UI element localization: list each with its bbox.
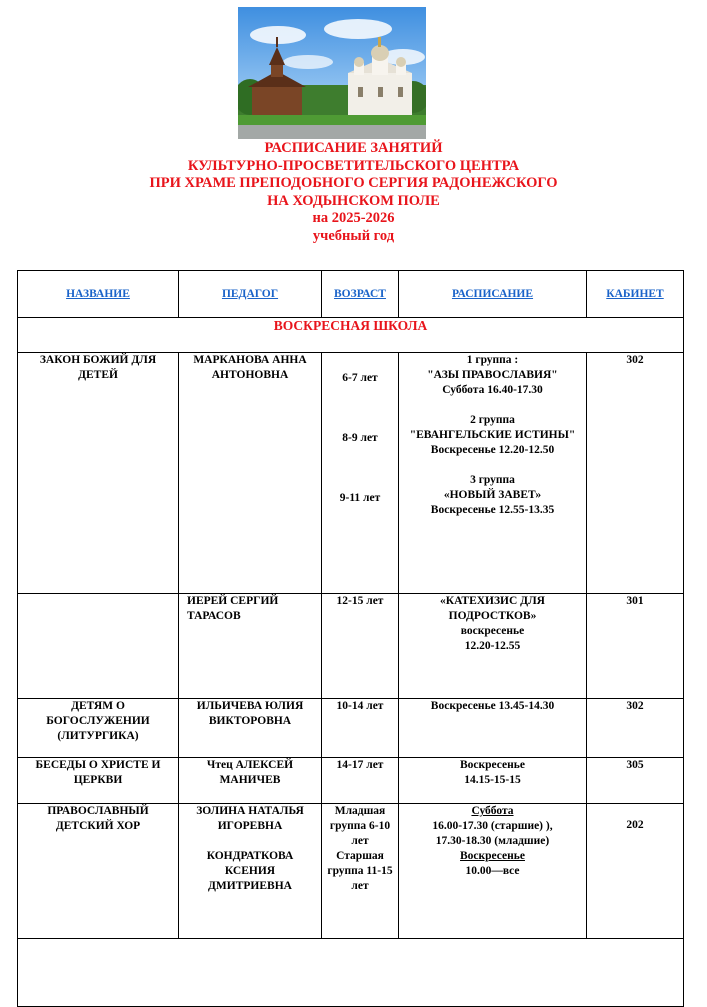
schedule-time: 16.00-17.30 (старшие) ), bbox=[432, 820, 553, 832]
table-row-empty bbox=[18, 939, 684, 1007]
column-header-name[interactable]: НАЗВАНИЕ bbox=[18, 271, 179, 318]
schedule-day: воскресенье bbox=[460, 625, 525, 637]
column-header-room[interactable]: КАБИНЕТ bbox=[587, 271, 684, 318]
age-cell bbox=[322, 804, 399, 939]
room-number: 302 bbox=[587, 353, 684, 594]
schedule-heading bbox=[0, 140, 707, 245]
schedule-cell bbox=[399, 353, 587, 594]
age-value: 6-7 лет bbox=[342, 372, 378, 384]
teacher-name: ИЛЬИЧЕВА ЮЛИЯ ВИКТОРОВНА bbox=[179, 699, 322, 758]
course-name: ЗАКОН БОЖИЙ ДЛЯ ДЕТЕЙ bbox=[18, 353, 179, 594]
age-value: 14-17 лет bbox=[322, 758, 399, 804]
column-header-schedule[interactable]: РАСПИСАНИЕ bbox=[399, 271, 587, 318]
table-row bbox=[18, 758, 684, 804]
heading-line: на 2025-2026 bbox=[312, 210, 395, 226]
empty-cell bbox=[18, 939, 684, 1007]
schedule-time: 10.00—все bbox=[465, 865, 520, 877]
schedule-title: «КАТЕХИЗИС ДЛЯ ПОДРОСТКОВ» bbox=[440, 595, 545, 622]
course-name: БЕСЕДЫ О ХРИСТЕ И ЦЕРКВИ bbox=[18, 758, 179, 804]
heading-line: РАСПИСАНИЕ ЗАНЯТИЙ bbox=[264, 140, 443, 156]
schedule-cell bbox=[399, 758, 587, 804]
heading-line: учебный год bbox=[312, 227, 395, 244]
section-title: ВОСКРЕСНАЯ ШКОЛА bbox=[18, 318, 684, 353]
room-number: 301 bbox=[587, 594, 684, 699]
church-photo bbox=[238, 7, 426, 139]
teacher-name: МАРКАНОВА АННА АНТОНОВНА bbox=[179, 353, 322, 594]
room-number: 305 bbox=[587, 758, 684, 804]
table-row bbox=[18, 594, 684, 699]
group-title: «НОВЫЙ ЗАВЕТ» bbox=[443, 489, 542, 501]
teacher-name: ЗОЛИНА НАТАЛЬЯ ИГОРЕВНА bbox=[196, 805, 304, 832]
schedule-table bbox=[17, 270, 684, 1007]
age-value: 9-11 лет bbox=[339, 492, 381, 504]
course-name: ДЕТЯМ О БОГОСЛУЖЕНИИ (ЛИТУРГИКА) bbox=[18, 699, 179, 758]
teacher-name: Чтец АЛЕКСЕЙ МАНИЧЕВ bbox=[179, 758, 322, 804]
course-name bbox=[18, 594, 179, 699]
course-name: ПРАВОСЛАВНЫЙ ДЕТСКИЙ ХОР bbox=[18, 804, 179, 939]
group-time: Воскресенье 12.20-12.50 bbox=[430, 444, 555, 456]
table-header-row bbox=[18, 271, 684, 318]
group-title: "АЗЫ ПРАВОСЛАВИЯ" bbox=[427, 369, 558, 381]
table-row bbox=[18, 699, 684, 758]
age-value: 8-9 лет bbox=[342, 432, 378, 444]
schedule-day: Суббота bbox=[471, 805, 514, 817]
age-cell bbox=[322, 353, 399, 594]
group-time: Воскресенье 12.55-13.35 bbox=[430, 504, 555, 516]
schedule-text: Воскресенье 13.45-14.30 bbox=[399, 699, 587, 758]
group-time: Суббота 16.40-17.30 bbox=[442, 384, 543, 396]
group-label: 3 группа bbox=[470, 474, 515, 486]
schedule-time: 17.30-18.30 (младшие) bbox=[435, 835, 550, 847]
column-header-teacher[interactable]: ПЕДАГОГ bbox=[179, 271, 322, 318]
schedule-day: Воскресенье bbox=[460, 850, 525, 862]
teacher-name: КОНДРАТКОВА КСЕНИЯ ДМИТРИЕВНА bbox=[206, 850, 294, 892]
teacher-cell bbox=[179, 804, 322, 939]
section-row bbox=[18, 318, 684, 353]
table-row bbox=[18, 353, 684, 594]
age-value: 12-15 лет bbox=[322, 594, 399, 699]
schedule-time: 12.20-12.55 bbox=[464, 640, 521, 652]
age-value: 10-14 лет bbox=[322, 699, 399, 758]
schedule-time: 14.15-15-15 bbox=[464, 774, 521, 786]
heading-line: КУЛЬТУРНО-ПРОСВЕТИТЕЛЬСКОГО ЦЕНТРА bbox=[187, 157, 520, 174]
schedule-day: Воскресенье bbox=[460, 759, 525, 771]
room-number: 302 bbox=[587, 699, 684, 758]
heading-line: НА ХОДЫНСКОМ ПОЛЕ bbox=[267, 192, 440, 209]
group-label: 1 группа : bbox=[466, 354, 519, 366]
church-photo-illustration bbox=[238, 7, 426, 139]
group-title: "ЕВАНГЕЛЬСКИЕ ИСТИНЫ" bbox=[409, 429, 576, 441]
table-row bbox=[18, 804, 684, 939]
age-value: Младшая группа 6-10 лет bbox=[329, 805, 391, 847]
schedule-cell bbox=[399, 804, 587, 939]
column-header-age[interactable]: ВОЗРАСТ bbox=[322, 271, 399, 318]
schedule-cell bbox=[399, 594, 587, 699]
teacher-name: ИЕРЕЙ СЕРГИЙ ТАРАСОВ bbox=[179, 594, 322, 699]
age-value: Старшая группа 11-15 лет bbox=[327, 850, 393, 892]
room-number: 202 bbox=[587, 804, 684, 939]
group-label: 2 группа bbox=[470, 414, 515, 426]
heading-line: ПРИ ХРАМЕ ПРЕПОДОБНОГО СЕРГИЯ РАДОНЕЖСКОГО bbox=[149, 175, 558, 191]
